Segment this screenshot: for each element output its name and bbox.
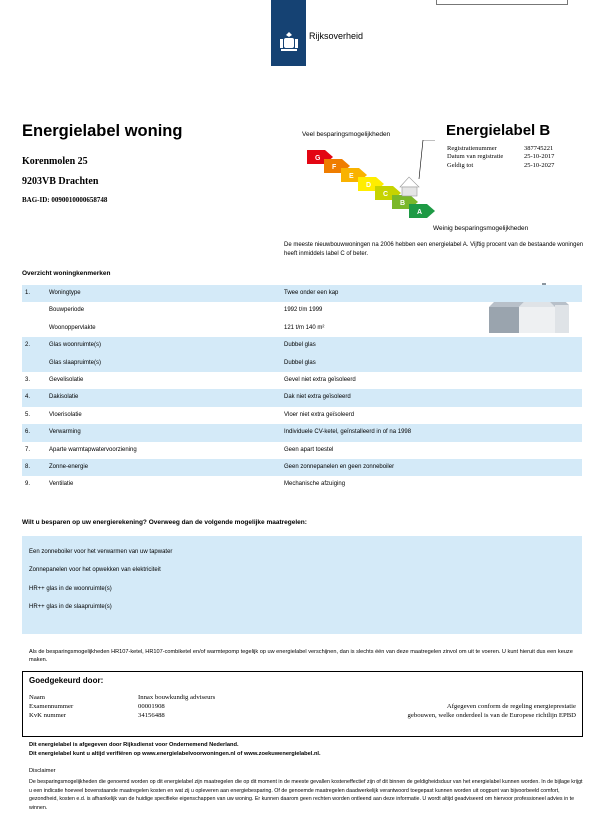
page-title: Energielabel woning [22,122,183,140]
registration-row: Geldig tot 25-10-2027 [447,161,555,169]
disclaimer-text: De besparingsmogelijkheden die genoemd worden op dit energielabel zijn maatregelen die op dit moment in de meeste gevallen kosteneffectief zijn of dit binnen de geldigheidsduur van het energielabel kunnen worden. In de bijlage krijgt u een indicatie hoeveel bovenstaande maatregelen kosten en wat zij u opleveren aan energiebesparing. Of de genoemde maatregelen daadwerkelijk verantwoord toegepast kunnen worden uit oogpunt van bijvoorbeeld comfort, gezondheid, kosten e.d. is afhankelijk van de huidige specifieke eigenschappen van uw woning. Er kunnen daarom geen rechten worden ontleend aan deze informatie. U wordt altijd geadviseerd om hiervoor professioneel advies in te winnen. [29,779,583,811]
registration-row: Registratienummer 387745221 [447,145,554,152]
registration-row: Datum van registratie 25-10-2017 [447,153,555,161]
current-label-marker [400,177,419,196]
issued-by [29,741,321,759]
approved-conformity-2: gebouwen, welke onderdeel is van de Europese richtlijn EPBD [407,712,576,719]
list-item: HR++ glas in de slaapruimte(s) [29,604,112,610]
crest-icon [278,30,300,54]
label-top-caption: Veel besparingsmogelijkheden [302,131,391,138]
approved-title: Goedgekeurd door: [29,676,104,685]
table-row: Glas slaapruimte(s) Dubbel glas [22,355,582,372]
svg-text:E: E [349,173,354,180]
label-pointer-line [419,140,435,179]
approved-key: KvK nummer [29,712,66,719]
list-item: Zonnepanelen voor het opwekken van elektriciteit [29,567,161,573]
approved-key: Naam [29,694,45,701]
approved-box [22,671,583,737]
svg-text:F: F [332,164,337,171]
table-row: Bouwperiode 1992 t/m 1999 [49,307,323,314]
approved-value: 00001908 [138,703,165,710]
approved-conformity: Afgegeven conform de regeling energieprestatie [446,703,576,710]
registration-table [447,145,554,170]
label-bottom-caption: Weinig besparingsmogelijkheden [433,225,529,232]
energy-label-title: Energielabel B [446,122,551,139]
disclaimer-title: Disclaimer [29,768,56,774]
top-border-box [436,0,568,5]
label-note: De meeste nieuwbouwwoningen na 2006 hebben een energielabel A. Vijftig procent van de bestaande woningen heeft inmiddels label C of beter. [284,242,584,257]
approved-key: Examennummer [29,703,74,710]
table-row: 1. Woningtype Twee onder een kap [22,285,582,302]
table-row: 5. Vloerisolatie Vloer niet extra geïsoleerd [25,411,355,418]
overview-title: Overzicht woningkenmerken [22,270,111,277]
table-row: 6. Verwarming Individuele CV-ketel, geïnstalleerd in of na 1998 [22,424,582,441]
label-step-A [409,204,435,218]
issued-line: Dit energielabel is afgegeven door Rijksdienst voor Ondernemend Nederland. [29,742,239,748]
svg-text:A: A [417,209,423,216]
government-name: Rijksoverheid [309,31,364,41]
bag-id: BAG-ID: 0090010000658748 [22,196,108,204]
list-item: HR++ glas in de woonruimte(s) [29,586,112,592]
measures-note: Als de besparingsmogelijkheden HR107-ketel, HR107-combiketel en/of warmtepomp tegelijk op uw energielabel verschijnen, dan is slechts één van deze maatregelen zinvol om uit te voeren. U kunt hieruit dus een keuze maken. [29,649,573,663]
characteristics-table [22,285,582,494]
table-row: 9. Ventilatie Mechanische afzuiging [25,481,346,488]
table-row: 8. Zonne-energie Geen zonnepanelen en geen zonneboiler [22,459,582,476]
table-row: 3. Gevelisolatie Gevel niet extra geïsoleerd [25,376,356,383]
address-city: 9203VB Drachten [22,176,99,187]
svg-text:C: C [383,191,389,198]
measures-title: Wilt u besparen op uw energierekening? Overweeg dan de volgende mogelijke maatregelen: [22,519,307,526]
approved-value: Innax bouwkundig adviseurs [138,694,216,701]
measures-list [22,536,582,634]
table-row: 2. Glas woonruimte(s) Dubbel glas [22,337,582,354]
list-item: Een zonneboiler voor het verwarmen van uw tapwater [29,549,173,555]
address-street: Korenmolen 25 [22,156,88,167]
table-row: 7. Aparte warmtapwatervoorziening Geen apart toestel [25,446,334,453]
svg-text:D: D [366,182,372,189]
table-row: Woonoppervlakte 121 t/m 140 m² [49,324,325,331]
svg-text:B: B [400,200,406,207]
table-row: 4. Dakisolatie Dak niet extra geïsoleerd [22,389,582,406]
energy-label-scale [305,140,440,225]
verify-line: Dit energielabel kunt u altijd verifiëren op www.energielabelvoorwoningen.nl of www.zoekuwenergielabel.nl. [29,751,321,757]
svg-text:G: G [315,155,321,162]
approved-value: 34156488 [138,712,165,719]
